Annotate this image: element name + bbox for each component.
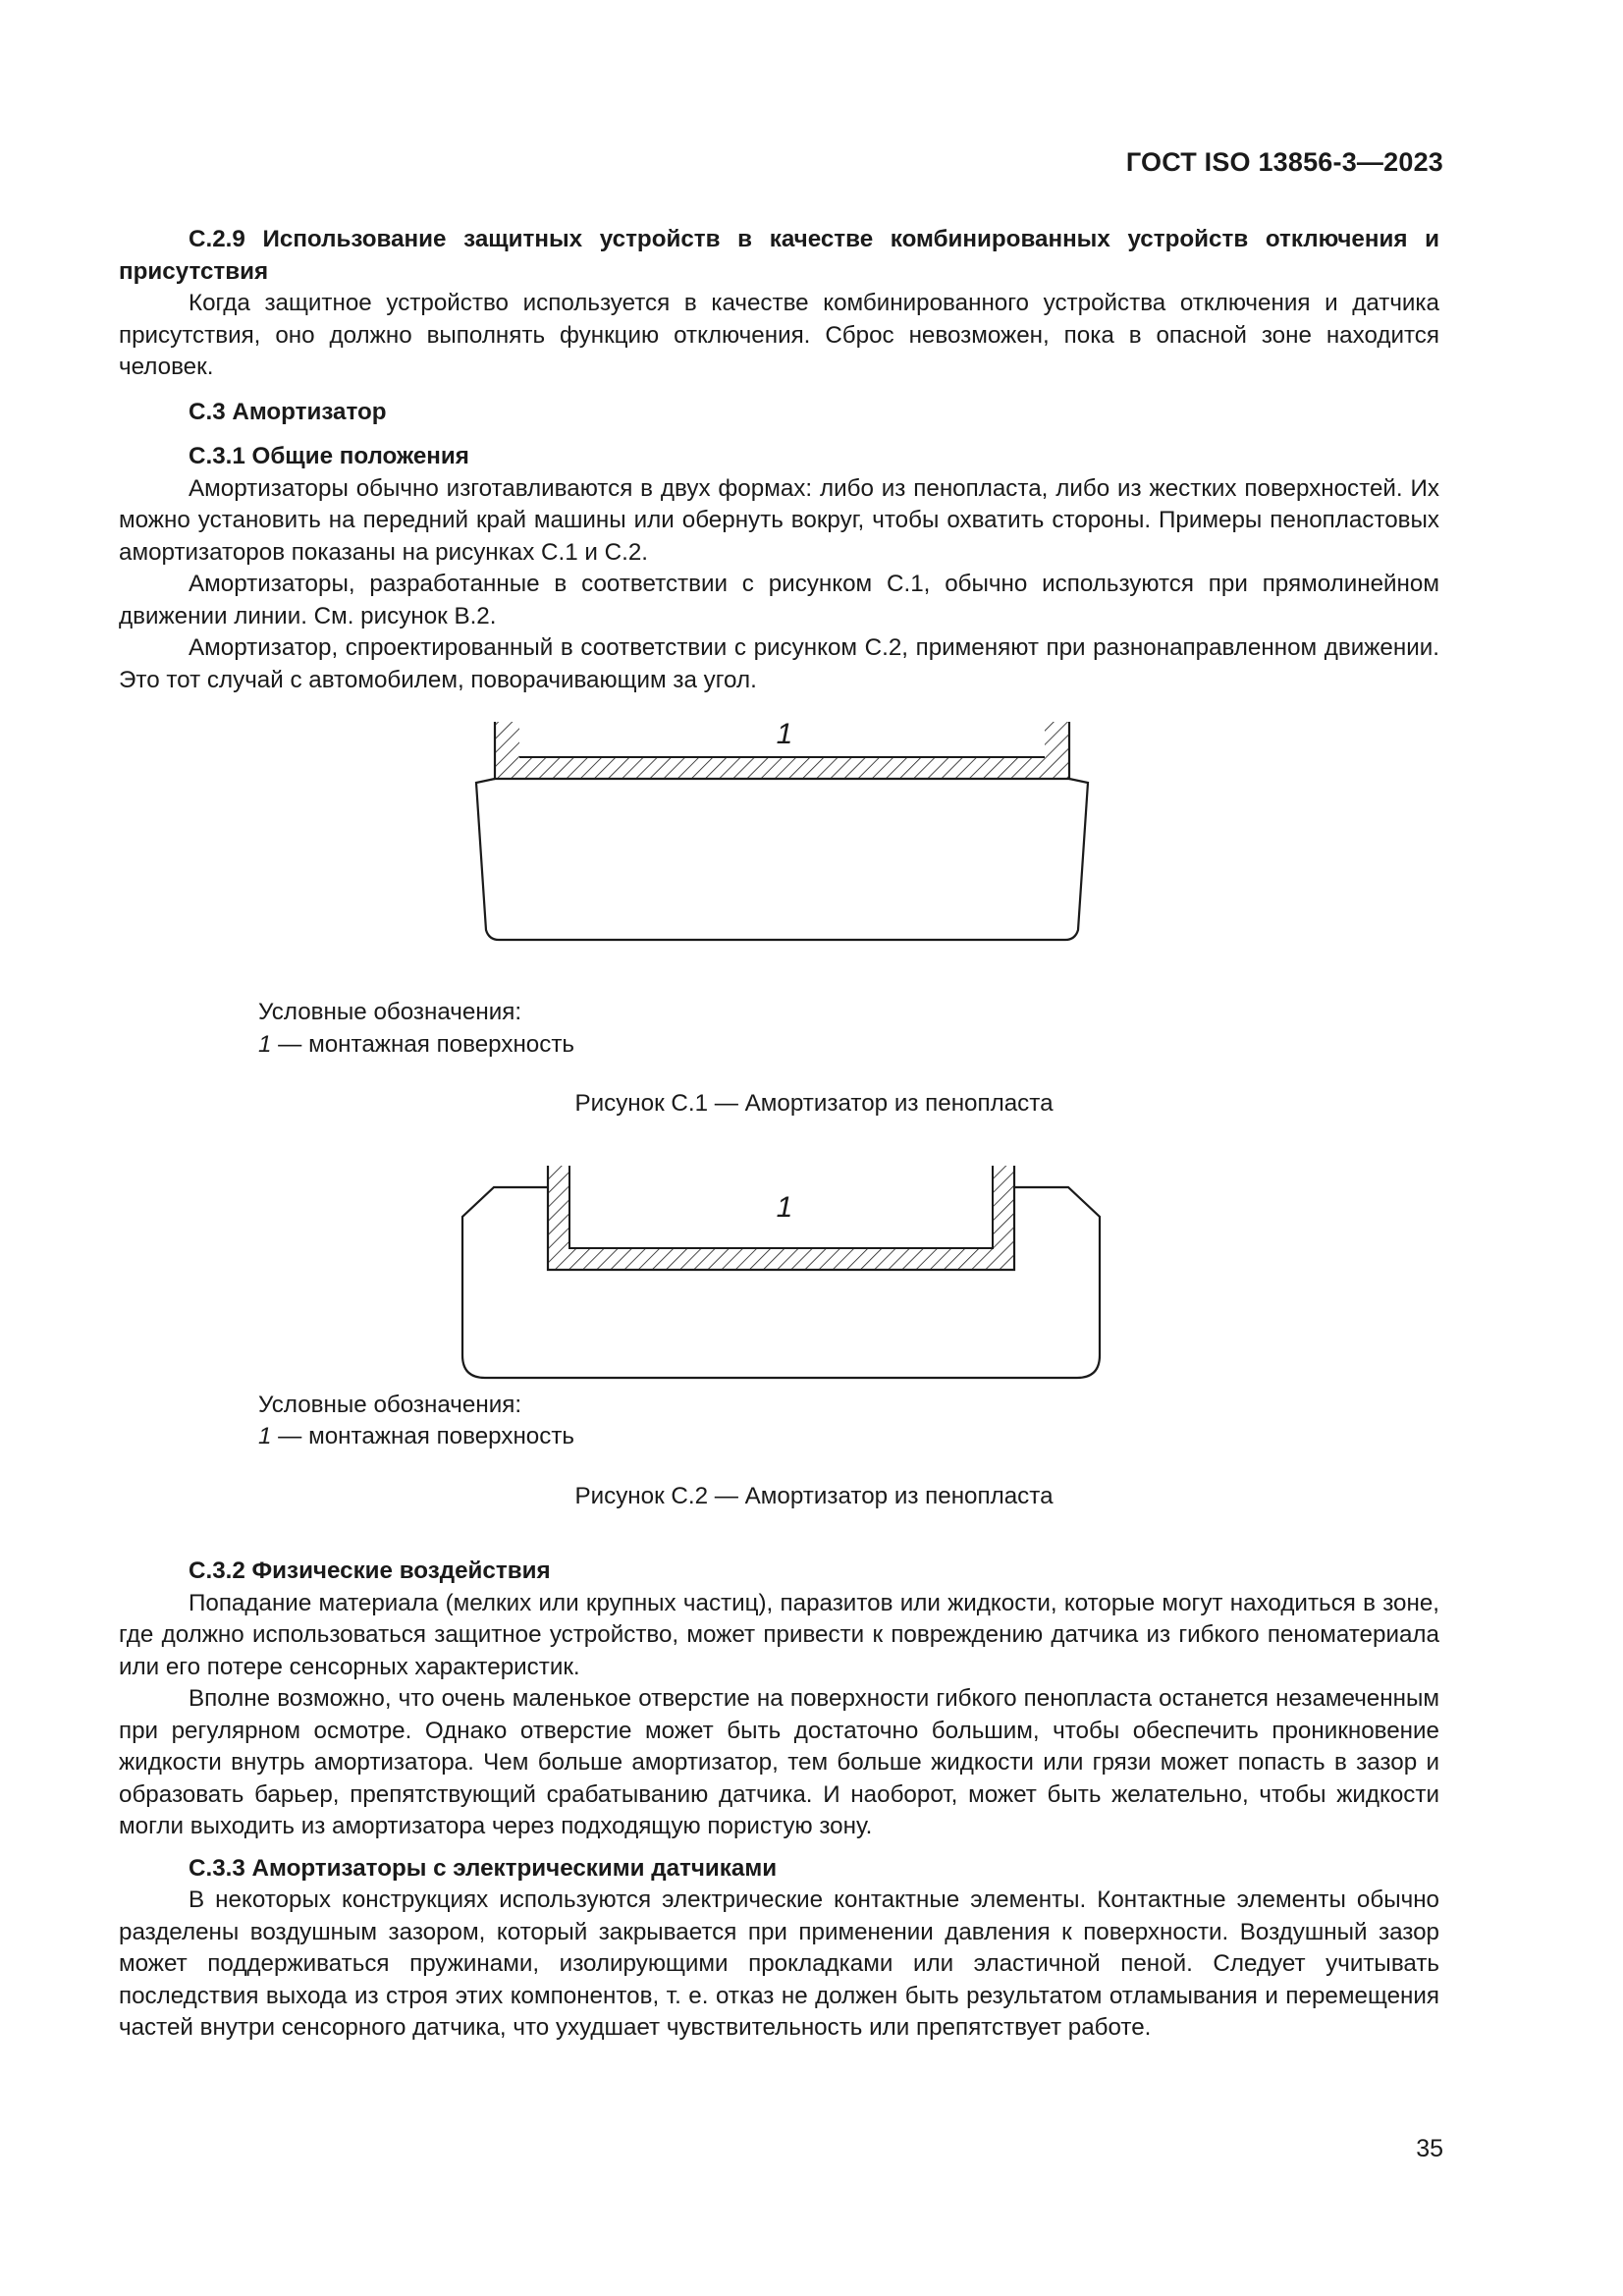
heading-c-3-3: С.3.3 Амортизаторы с электрическими датчиками xyxy=(189,1854,778,1882)
page-number: 35 xyxy=(1416,2135,1443,2162)
document-header: ГОСТ ISO 13856-3—2023 xyxy=(1125,147,1443,177)
paragraph-c-2-9: Когда защитное устройство используется в качестве комбинированного устройства отключения и датчика присутствия, оно должно выполнять функцию отключения. Сброс невозможен, пока в опасной зоне находится человек. xyxy=(119,290,1439,380)
figure-c2-drawing xyxy=(119,1164,1439,1390)
legend-number: 1 xyxy=(258,1030,272,1058)
figure-c2-caption: Рисунок С.2 — Амортизатор из пенопласта xyxy=(574,1482,1054,1509)
figure-c2-label: 1 xyxy=(776,1190,793,1224)
foam-body-outline xyxy=(476,779,1088,940)
figure-c1-legend-item xyxy=(119,1029,1439,1062)
figure-c1-drawing xyxy=(119,712,1439,997)
heading-c-2-9: С.2.9 Использование защитных устройств в качестве комбинированных устройств отключения и присутствия xyxy=(119,226,1439,285)
paragraph-c-3-3: В некоторых конструкциях используются электрические контактные элементы. Контактные элементы обычно разделены воздушным зазором, который закрывается при применении давления к поверхности. Воздушный зазор может поддерживаться пружинами, изолирующими прокладками или эластичной пеной. Следует учитывать последствия выхода из строя этих компонентов, т. е. отказ не должен быть результатом отламывания и перемещения частей внутри сенсорного датчика, что ухудшает чувствительность или препятствует работе. xyxy=(119,1886,1439,2041)
legend-number: 1 xyxy=(258,1423,272,1449)
figure-c1 xyxy=(119,712,1439,997)
figure-c2-legend-title: Условные обозначения: xyxy=(258,1391,522,1418)
heading-c-3-1: С.3.1 Общие положения xyxy=(189,443,469,469)
page-content xyxy=(119,224,1439,2045)
figure-c2 xyxy=(119,1164,1439,1390)
paragraph-c-3-1-c: Амортизатор, спроектированный в соответствии с рисунком С.2, применяют при разнонаправленном движении. Это тот случай с автомобилем, поворачивающим за угол. xyxy=(119,634,1439,693)
figure-c2-legend-item xyxy=(119,1421,1439,1453)
paragraph-c-3-1-b: Амортизаторы, разработанные в соответствии с рисунком С.1, обычно используются при прямолинейном движении линии. См. рисунок В.2. xyxy=(119,571,1439,629)
paragraph-c-3-2-a: Попадание материала (мелких или крупных частиц), паразитов или жидкости, которые могут находиться в зоне, где должно использоваться защитное устройство, может привести к повреждению датчика из гибкого пеноматериала или его потере сенсорных характеристик. xyxy=(119,1589,1439,1680)
figure-c1-caption: Рисунок С.1 — Амортизатор из пенопласта xyxy=(574,1090,1054,1117)
legend-text: — монтажная поверхность xyxy=(271,1030,575,1058)
figure-c1-label: 1 xyxy=(776,718,793,750)
legend-text: — монтажная поверхность xyxy=(271,1423,575,1449)
paragraph-c-3-2-b: Вполне возможно, что очень маленькое отверстие на поверхности гибкого пенопласта останется незамеченным при регулярном осмотре. Однако отверстие может быть достаточно большим, чтобы обеспечить проникновение жидкости внутрь амортизатора. Чем больше амортизатор, тем больше жидкости или грязи может попасть в зазор и образовать барьер, препятствующий срабатыванию датчика. И наоборот, может быть желательно, чтобы жидкости могли выходить из амортизатора через подходящую пористую зону. xyxy=(119,1685,1439,1839)
figure-c1-legend-title: Условные обозначения: xyxy=(258,999,522,1025)
paragraph-c-3-1-a: Амортизаторы обычно изготавливаются в двух формах: либо из пенопласта, либо из жестких поверхностей. Их можно установить на передний край машины или обернуть вокруг, чтобы охватить стороны. Примеры пенопластовых амортизаторов показаны на рисунках С.1 и С.2. xyxy=(119,474,1439,566)
heading-c-3: С.3 Амортизатор xyxy=(189,398,387,425)
heading-c-3-2: С.3.2 Физические воздействия xyxy=(189,1558,551,1584)
